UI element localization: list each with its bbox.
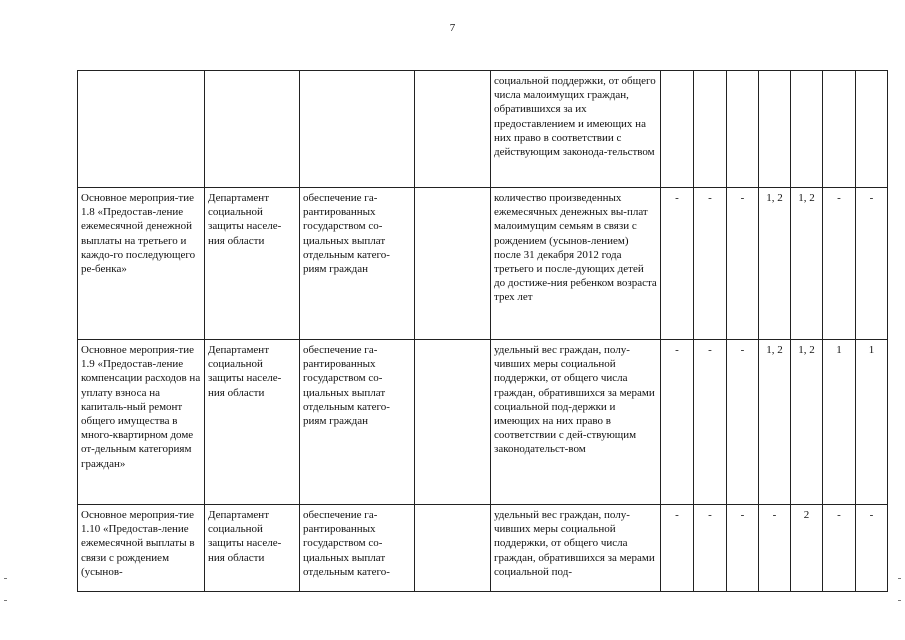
value-cell: - [661,505,694,592]
indicator-cell: социальной поддержки, от общего числа малоимущих граждан, обратившихся за их предоставлением и имеющих на них право в соответствии с действующим законода-тельством [491,71,661,188]
empty-cell [415,340,491,505]
executor-cell: Департамент социальной защиты населе-ния области [205,188,300,340]
table-row [78,505,888,592]
value-cell: 1 [823,340,856,505]
event-cell: Основное мероприя-тие 1.8 «Предостав-ление ежемесячной денежной выплаты на третьего и каждо-го последующего ре-бенка» [78,188,205,340]
value-cell: 1, 2 [791,188,823,340]
value-cell: - [727,188,759,340]
value-cell [823,71,856,188]
value-cell: - [694,188,727,340]
indicator-cell: удельный вес граждан, полу-чивших меры социальной поддержки, от общего числа граждан, обратившихся за мерами социальной под-держки и имеющих на них право в соответствии с дей-ствующим законодательст-вом [491,340,661,505]
executor-cell: Департамент социальной защиты населе-ния области [205,505,300,592]
value-cell: - [694,505,727,592]
value-cell: - [759,505,791,592]
scan-edge-mark [4,578,7,579]
value-cell: 1 [856,340,888,505]
value-cell: 1, 2 [791,340,823,505]
value-cell [661,71,694,188]
value-cell: 1, 2 [759,340,791,505]
indicator-cell: количество произведенных ежемесячных денежных вы-плат малоимущим семьям в связи с рождением (усынов-лением) после 31 декабря 2012 года третьего и после-дующих детей до достиже-ния ребенком возраста трех лет [491,188,661,340]
page-number: 7 [449,22,456,34]
value-cell: - [727,340,759,505]
table-row [78,188,888,340]
empty-cell [415,188,491,340]
table-row [78,71,888,188]
value-cell [791,71,823,188]
goal-cell: обеспечение га-рантированных государством со-циальных выплат отдельным катего- [300,505,415,592]
value-cell: 2 [791,505,823,592]
executor-cell [205,71,300,188]
event-cell: Основное мероприя-тие 1.10 «Предостав-ление ежемесячной выплаты в связи с рождением (усынов- [78,505,205,592]
goal-cell: обеспечение га-рантированных государством со-циальных выплат отдельным катего-риям граждан [300,340,415,505]
program-table [77,70,888,592]
value-cell: - [727,505,759,592]
empty-cell [415,505,491,592]
event-cell: Основное мероприя-тие 1.9 «Предостав-ление компенсации расходов на уплату взноса на капиталь-ный ремонт общего имущества в много-квартирном доме от-дельным категориям граждан» [78,340,205,505]
value-cell: - [661,340,694,505]
value-cell [727,71,759,188]
scan-edge-mark [898,600,901,601]
value-cell: - [661,188,694,340]
scan-edge-mark [4,600,7,601]
value-cell: - [856,505,888,592]
value-cell: - [823,505,856,592]
value-cell: 1, 2 [759,188,791,340]
value-cell: - [856,188,888,340]
value-cell [856,71,888,188]
goal-cell [300,71,415,188]
event-cell [78,71,205,188]
empty-cell [415,71,491,188]
value-cell [694,71,727,188]
value-cell: - [823,188,856,340]
table-row [78,340,888,505]
goal-cell: обеспечение га-рантированных государством со-циальных выплат отдельным катего-риям граждан [300,188,415,340]
executor-cell: Департамент социальной защиты населе-ния области [205,340,300,505]
value-cell: - [694,340,727,505]
scan-edge-mark [898,578,901,579]
value-cell [759,71,791,188]
indicator-cell: удельный вес граждан, полу-чивших меры социальной поддержки, от общего числа граждан, обратившихся за мерами социальной под- [491,505,661,592]
